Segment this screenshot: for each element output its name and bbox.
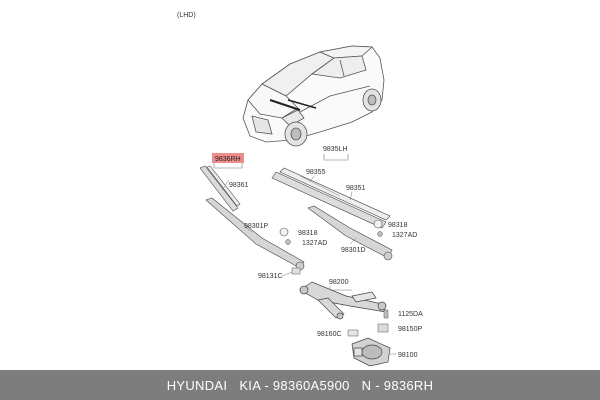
part-label-98355[interactable]: 98355 (306, 169, 326, 176)
part-label-98150P[interactable]: 98150P (398, 326, 423, 333)
wiper-linkage (300, 282, 386, 319)
part-label-98131C[interactable]: 98131C (258, 273, 283, 280)
part-label-98160C[interactable]: 98160C (317, 331, 342, 338)
footer-bar (0, 370, 600, 400)
footer-brand: HYUNDAI (166, 377, 228, 393)
footer-code: N - 9836RH (361, 377, 434, 393)
part-label-98318-right[interactable]: 98318 (388, 222, 408, 229)
bolt-icon (384, 310, 388, 318)
footer-model: KIA - 98360A5900 (239, 377, 350, 393)
grommet-icon (292, 268, 300, 274)
part-label-98301P[interactable]: 98301P (244, 223, 269, 230)
part-label-9835LH[interactable]: 9835LH (323, 146, 348, 153)
part-label-1327AD-left[interactable]: 1327AD (302, 240, 328, 247)
nut-icon (378, 232, 383, 237)
cap-icon (374, 220, 382, 228)
nut-icon (286, 240, 291, 245)
cap-icon (280, 228, 288, 236)
part-label-98200[interactable]: 98200 (329, 279, 349, 286)
car-illustration (243, 46, 384, 146)
lhd-label: (LHD) (177, 12, 196, 19)
part-label-98361[interactable]: 98361 (229, 182, 249, 189)
part-label-98318-left[interactable]: 98318 (298, 230, 318, 237)
bracket-icon (378, 324, 388, 332)
cover-icon (348, 330, 358, 336)
rh-wiper-arm (206, 198, 304, 270)
part-label-9836RH[interactable]: 9836RH (215, 156, 241, 163)
part-label-1327AD-right[interactable]: 1327AD (392, 232, 418, 239)
part-label-98301D[interactable]: 98301D (341, 247, 366, 254)
part-label-98351[interactable]: 98351 (346, 185, 366, 192)
part-label-1125DA[interactable]: 1125DA (398, 311, 423, 318)
part-label-98100[interactable]: 98100 (398, 352, 418, 359)
wiper-motor (352, 338, 390, 366)
